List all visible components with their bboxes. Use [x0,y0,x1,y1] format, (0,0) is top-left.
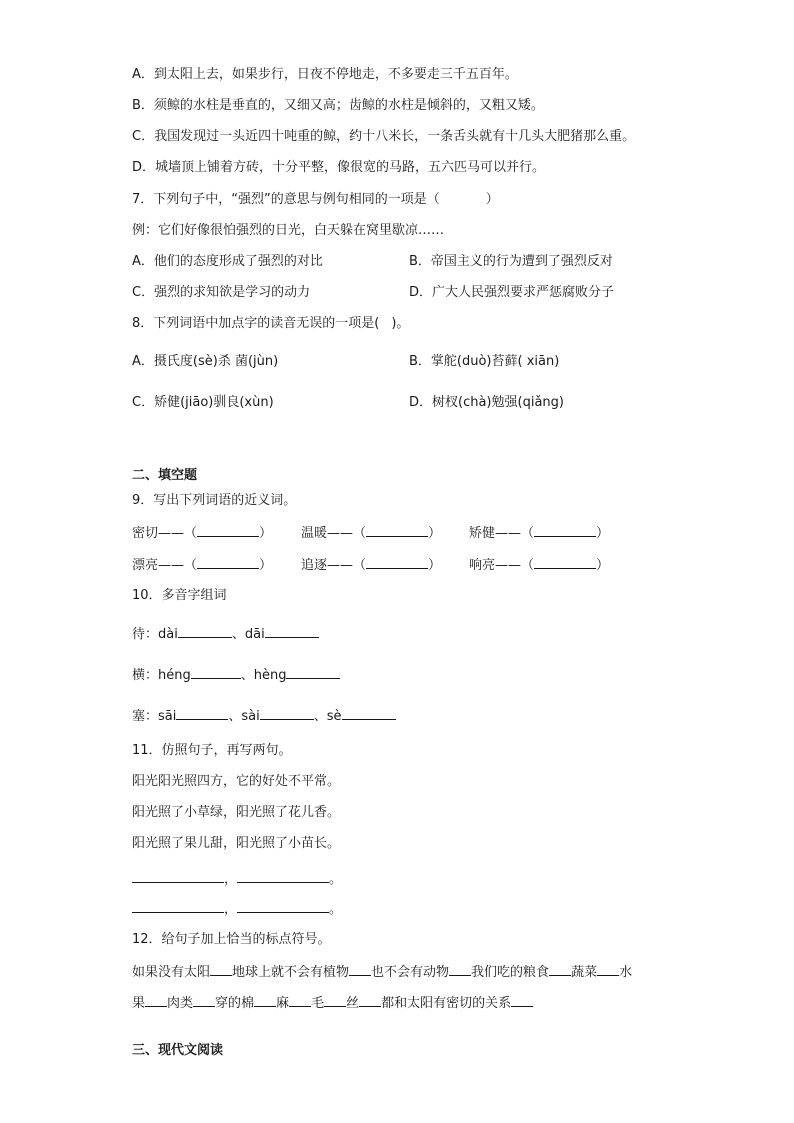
answer-blank[interactable] [260,706,314,720]
q8-option-d: D．树杈(chà)勉强(qiǎng) [409,395,564,410]
q7-example: 例：它们好像很怕强烈的日光，白天躲在窝里歇凉…… [132,223,445,238]
answer-blank[interactable] [342,706,396,720]
answer-blank[interactable] [178,624,232,638]
q9-item: 追逐——（ ） [301,555,441,575]
q10-heng: 横：héng 、hèng [132,665,340,685]
punctuation-blank[interactable] [449,962,471,976]
q7-option-d: D．广大人民强烈要求严惩腐败分子 [409,285,615,300]
q11-stem: 11．仿照句子，再写两句。 [132,743,292,758]
q11-line: 阳光照了小草绿，阳光照了花儿香。 [132,805,341,820]
q8-option-a: A．摄氏度(sè)杀 菌(jùn) [132,354,279,369]
punctuation-blank[interactable] [145,993,167,1007]
q9-stem: 9．写出下列词语的近义词。 [132,493,297,508]
q10-dai: 待：dài 、dāi [132,624,319,644]
q6-option-c: C．我国发现过一头近四十吨重的鲸，约十八米长，一条舌头就有十几头大肥猪那么重。 [132,129,636,144]
answer-blank[interactable] [237,869,329,883]
punctuation-blank[interactable] [254,993,276,1007]
punctuation-blank[interactable] [324,993,346,1007]
q11-answer-line: ， 。 [132,869,342,889]
q6-option-b: B．须鲸的水柱是垂直的，又细又高；齿鲸的水柱是倾斜的，又粗又矮。 [132,98,544,113]
answer-blank[interactable] [132,899,224,913]
punctuation-blank[interactable] [549,962,571,976]
q6-option-a: A．到太阳上去，如果步行，日夜不停地走，不多要走三千五百年。 [132,67,518,82]
q7-option-c: C．强烈的求知欲是学习的动力 [132,285,311,300]
q11-answer-line: ， 。 [132,899,342,919]
answer-blank[interactable] [534,523,596,537]
answer-blank[interactable] [534,555,596,569]
q6-option-d: D．城墙顶上铺着方砖，十分平整，像很宽的马路，五六匹马可以并行。 [132,160,546,175]
q11-line: 阳光照了果儿甜，阳光照了小苗长。 [132,836,341,851]
q7-stem: 7．下列句子中，“强烈”的意思与例句相同的一项是（ ） [132,192,499,207]
q7-option-a: A．他们的态度形成了强烈的对比 [132,254,323,269]
q8-option-c: C．矫健(jiāo)驯良(xùn) [132,395,274,410]
answer-blank[interactable] [197,523,259,537]
answer-blank[interactable] [366,555,428,569]
answer-blank[interactable] [197,555,259,569]
q9-item: 矫健——（ ） [469,523,609,543]
q9-item: 漂亮——（ ） [132,555,272,575]
punctuation-blank[interactable] [193,993,215,1007]
punctuation-blank[interactable] [597,962,619,976]
section-heading-reading: 三、现代文阅读 [132,1043,224,1058]
q12-sentence-line-2: 果 肉类 穿的棉 麻 毛 丝 都和太阳有密切的关系 [132,993,533,1013]
q12-sentence-line-1: 如果没有太阳 地球上就不会有植物 也不会有动物 我们吃的粮食 蔬菜 水 [132,962,632,982]
q9-item: 温暖——（ ） [301,523,441,543]
answer-blank[interactable] [191,665,241,679]
answer-blank[interactable] [132,869,224,883]
q10-stem: 10．多音字组词 [132,588,227,603]
punctuation-blank[interactable] [210,962,232,976]
answer-blank[interactable] [286,665,340,679]
q8-stem: 8．下列词语中加点字的读音无误的一项是( )。 [132,316,410,331]
answer-blank[interactable] [366,523,428,537]
punctuation-blank[interactable] [289,993,311,1007]
q8-option-b: B．掌舵(duò)苔藓( xiān) [409,354,560,369]
answer-blank[interactable] [265,624,319,638]
q12-stem: 12．给句子加上恰当的标点符号。 [132,932,331,947]
q9-item: 密切——（ ） [132,523,272,543]
answer-blank[interactable] [176,706,228,720]
q11-line: 阳光阳光照四方，它的好处不平常。 [132,774,341,789]
q9-item: 响亮——（ ） [469,555,609,575]
punctuation-blank[interactable] [359,993,381,1007]
section-heading-fill-blank: 二、填空题 [132,468,198,483]
punctuation-blank[interactable] [349,962,371,976]
q10-sai: 塞：sāi 、sài 、sè [132,706,396,726]
q7-option-b: B．帝国主义的行为遭到了强烈反对 [409,254,613,269]
punctuation-blank[interactable] [511,993,533,1007]
answer-blank[interactable] [237,899,329,913]
